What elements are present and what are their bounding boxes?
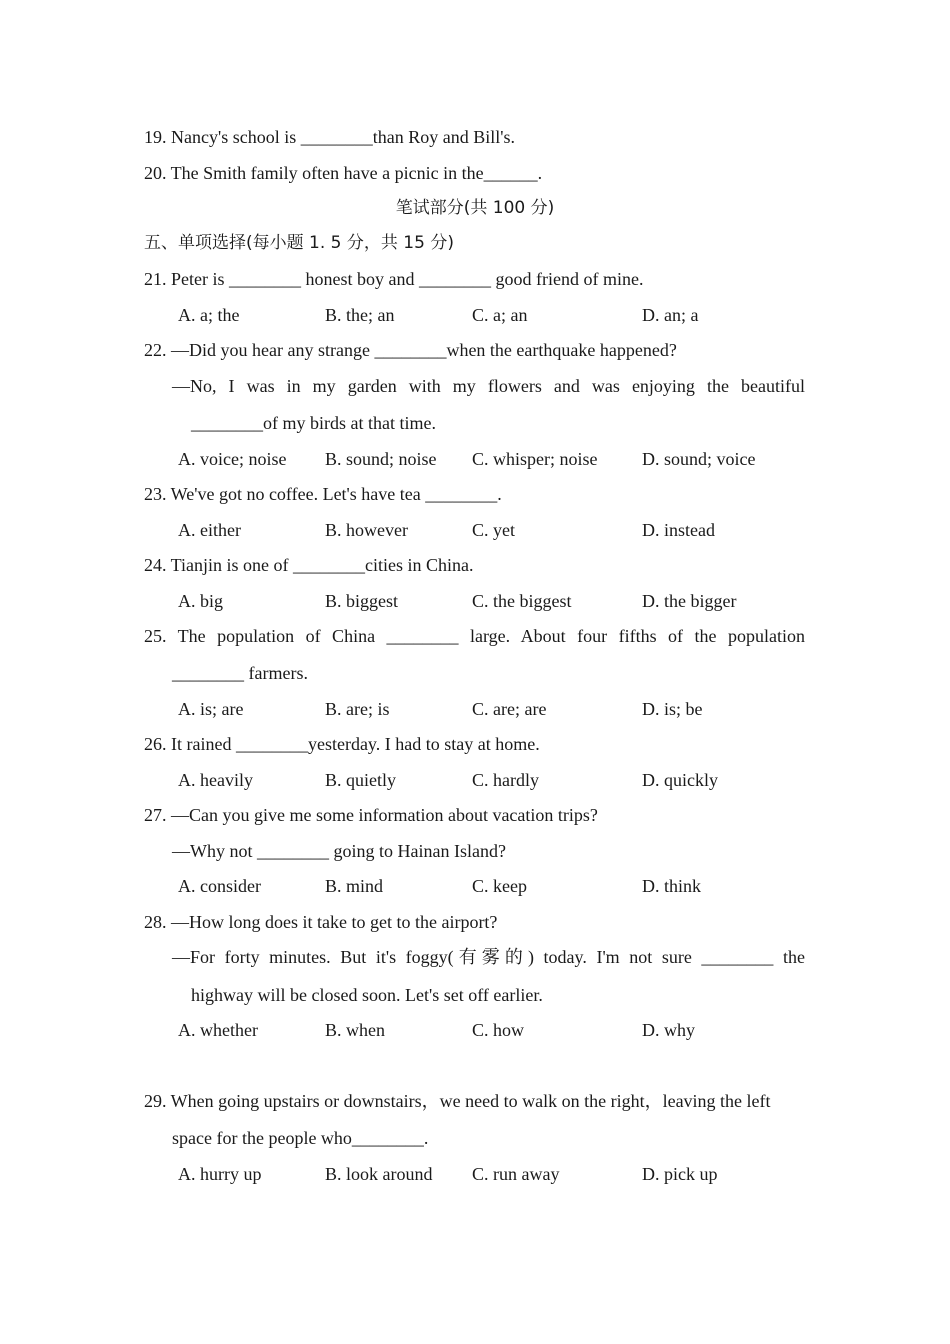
q29-option-c[interactable]: C. run away xyxy=(472,1164,560,1184)
q24-option-b[interactable]: B. biggest xyxy=(325,591,399,611)
question-27-stem: 27. —Can you give me some information about vacation trips? xyxy=(144,805,598,825)
question-25-stem: 25. The population of China ________ large. About four fifths of the population xyxy=(144,626,805,646)
question-22-line-2: —No, I was in my garden with my flowers and was enjoying the beautiful xyxy=(172,376,805,396)
question-21-stem: 21. Peter is ________ honest boy and ________ good friend of mine. xyxy=(144,269,644,289)
q22-option-c[interactable]: C. whisper; noise xyxy=(472,449,598,469)
question-26-stem: 26. It rained ________yesterday. I had to stay at home. xyxy=(144,734,540,754)
q21-option-a[interactable]: A. a; the xyxy=(178,305,240,325)
q26-option-a[interactable]: A. heavily xyxy=(178,770,253,790)
q24-option-c[interactable]: C. the biggest xyxy=(472,591,572,611)
q24-option-a[interactable]: A. big xyxy=(178,591,223,611)
q26-option-c[interactable]: C. hardly xyxy=(472,770,539,790)
question-27-line-2: —Why not ________ going to Hainan Island? xyxy=(172,841,506,861)
q26-option-d[interactable]: D. quickly xyxy=(642,770,718,790)
section-heading-written: 笔试部分(共 100 分) xyxy=(395,198,555,218)
q23-option-a[interactable]: A. either xyxy=(178,520,241,540)
q27-option-b[interactable]: B. mind xyxy=(325,876,384,896)
q25-option-d[interactable]: D. is; be xyxy=(642,699,703,719)
q25-option-a[interactable]: A. is; are xyxy=(178,699,244,719)
q29-option-a[interactable]: A. hurry up xyxy=(178,1164,262,1184)
question-20: 20. The Smith family often have a picnic in the______. xyxy=(144,163,543,183)
q25-option-c[interactable]: C. are; are xyxy=(472,699,547,719)
q23-option-b[interactable]: B. however xyxy=(325,520,408,540)
question-29-line-2: space for the people who________. xyxy=(172,1128,429,1148)
q29-option-d[interactable]: D. pick up xyxy=(642,1164,718,1184)
question-28-line-2: —For forty minutes. But it's foggy(有雾的) today. I'm not sure ________ the xyxy=(172,947,805,967)
question-23-stem: 23. We've got no coffee. Let's have tea ________. xyxy=(144,484,502,504)
question-22-stem: 22. —Did you hear any strange ________when the earthquake happened? xyxy=(144,340,677,360)
question-28-line-3: highway will be closed soon. Let's set off earlier. xyxy=(191,985,543,1005)
q23-option-d[interactable]: D. instead xyxy=(642,520,715,540)
q22-option-d[interactable]: D. sound; voice xyxy=(642,449,756,469)
q28-option-a[interactable]: A. whether xyxy=(178,1020,258,1040)
q27-option-d[interactable]: D. think xyxy=(642,876,702,896)
q22-option-a[interactable]: A. voice; noise xyxy=(178,449,287,469)
q21-option-b[interactable]: B. the; an xyxy=(325,305,395,325)
q22-option-b[interactable]: B. sound; noise xyxy=(325,449,437,469)
question-22-line-3: ________of my birds at that time. xyxy=(191,413,436,433)
question-29-stem: 29. When going upstairs or downstairs，we need to walk on the right，leaving the left xyxy=(144,1091,771,1111)
q29-option-b[interactable]: B. look around xyxy=(325,1164,433,1184)
q28-option-b[interactable]: B. when xyxy=(325,1020,385,1040)
question-28-stem: 28. —How long does it take to get to the airport? xyxy=(144,912,498,932)
question-19: 19. Nancy's school is ________than Roy and Bill's. xyxy=(144,127,515,147)
question-25-line-2: ________ farmers. xyxy=(172,663,308,683)
q26-option-b[interactable]: B. quietly xyxy=(325,770,396,790)
q27-option-a[interactable]: A. consider xyxy=(178,876,261,896)
q27-option-c[interactable]: C. keep xyxy=(472,876,527,896)
q28-option-d[interactable]: D. why xyxy=(642,1020,695,1040)
q21-option-d[interactable]: D. an; a xyxy=(642,305,699,325)
q21-option-c[interactable]: C. a; an xyxy=(472,305,528,325)
q23-option-c[interactable]: C. yet xyxy=(472,520,515,540)
q25-option-b[interactable]: B. are; is xyxy=(325,699,390,719)
question-24-stem: 24. Tianjin is one of ________cities in China. xyxy=(144,555,474,575)
q24-option-d[interactable]: D. the bigger xyxy=(642,591,737,611)
section-heading-single-choice: 五、单项选择(每小题 1. 5 分，共 15 分) xyxy=(144,233,454,253)
q28-option-c[interactable]: C. how xyxy=(472,1020,525,1040)
